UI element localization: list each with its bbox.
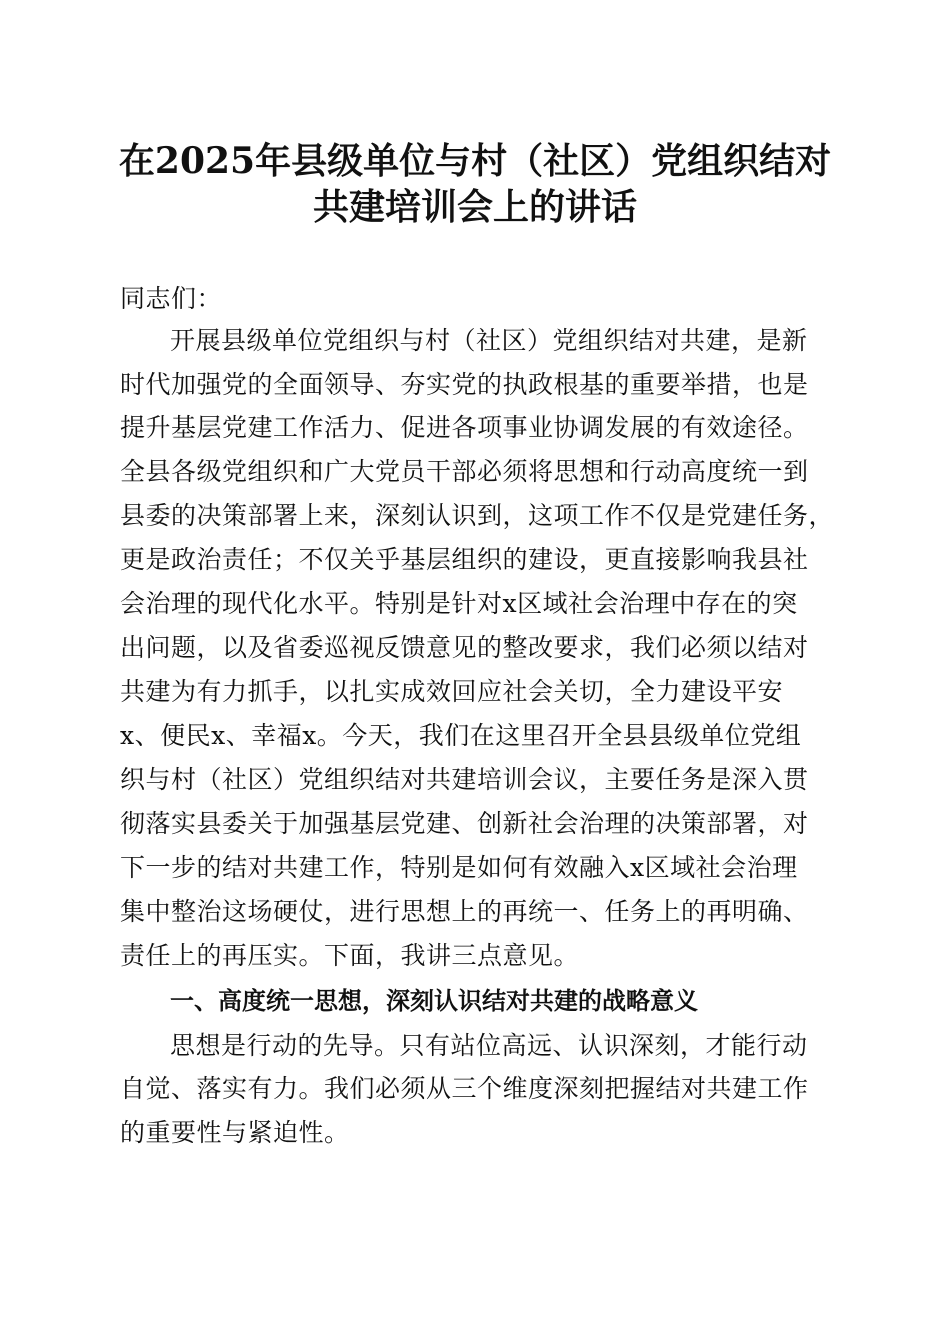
paragraph-1-line: 开展县级单位党组织与村（社区）党组织结对共建，是新	[170, 326, 808, 355]
paragraph-1-line: 下一步的结对共建工作，特别是如何有效融入x区域社会治理	[120, 853, 798, 882]
paragraph-2-line: 自觉、落实有力。我们必须从三个维度深刻把握结对共建工作	[120, 1074, 809, 1103]
paragraph-1-line: 全县各级党组织和广大党员干部必须将思想和行动高度统一到	[120, 457, 809, 486]
paragraph-1-line: 更是政治责任；不仅关乎基层组织的建设，更直接影响我县社	[120, 545, 809, 574]
paragraph-1-line: 提升基层党建工作活力、促进各项事业协调发展的有效途径。	[120, 413, 809, 442]
paragraph-2-line: 的重要性与紧迫性。	[120, 1118, 350, 1147]
section-heading-1: 一、高度统一思想，深刻认识结对共建的战略意义	[170, 987, 698, 1015]
paragraph-1-line: 会治理的现代化水平。特别是针对x区域社会治理中存在的突	[120, 589, 798, 618]
salutation: 同志们：	[120, 284, 223, 313]
paragraph-1-line: 县委的决策部署上来，深刻认识到，这项工作不仅是党建任务，	[120, 501, 835, 530]
paragraph-1-line: x、便民x、幸福x。今天，我们在这里召开全县县级单位党组	[120, 721, 802, 750]
paragraph-1-line: 彻落实县委关于加强基层党建、创新社会治理的决策部署，对	[120, 809, 809, 838]
paragraph-1-line: 责任上的再压实。下面，我讲三点意见。	[120, 941, 580, 970]
paragraph-1-line: 织与村（社区）党组织结对共建培训会议，主要任务是深入贯	[120, 765, 809, 794]
document-title-line-2: 共建培训会上的讲话	[312, 186, 637, 228]
paragraph-2-line: 思想是行动的先导。只有站位高远、认识深刻，才能行动	[170, 1031, 808, 1060]
document-title-line-1: 在2025年县级单位与村（社区）党组织结对	[118, 140, 832, 182]
paragraph-1-line: 共建为有力抓手，以扎实成效回应社会关切，全力建设平安	[120, 677, 784, 706]
paragraph-1-line: 集中整治这场硬仗，进行思想上的再统一、任务上的再明确、	[120, 897, 809, 926]
paragraph-1-line: 时代加强党的全面领导、夯实党的执政根基的重要举措，也是	[120, 370, 809, 399]
paragraph-1-line: 出问题，以及省委巡视反馈意见的整改要求，我们必须以结对	[120, 633, 809, 662]
